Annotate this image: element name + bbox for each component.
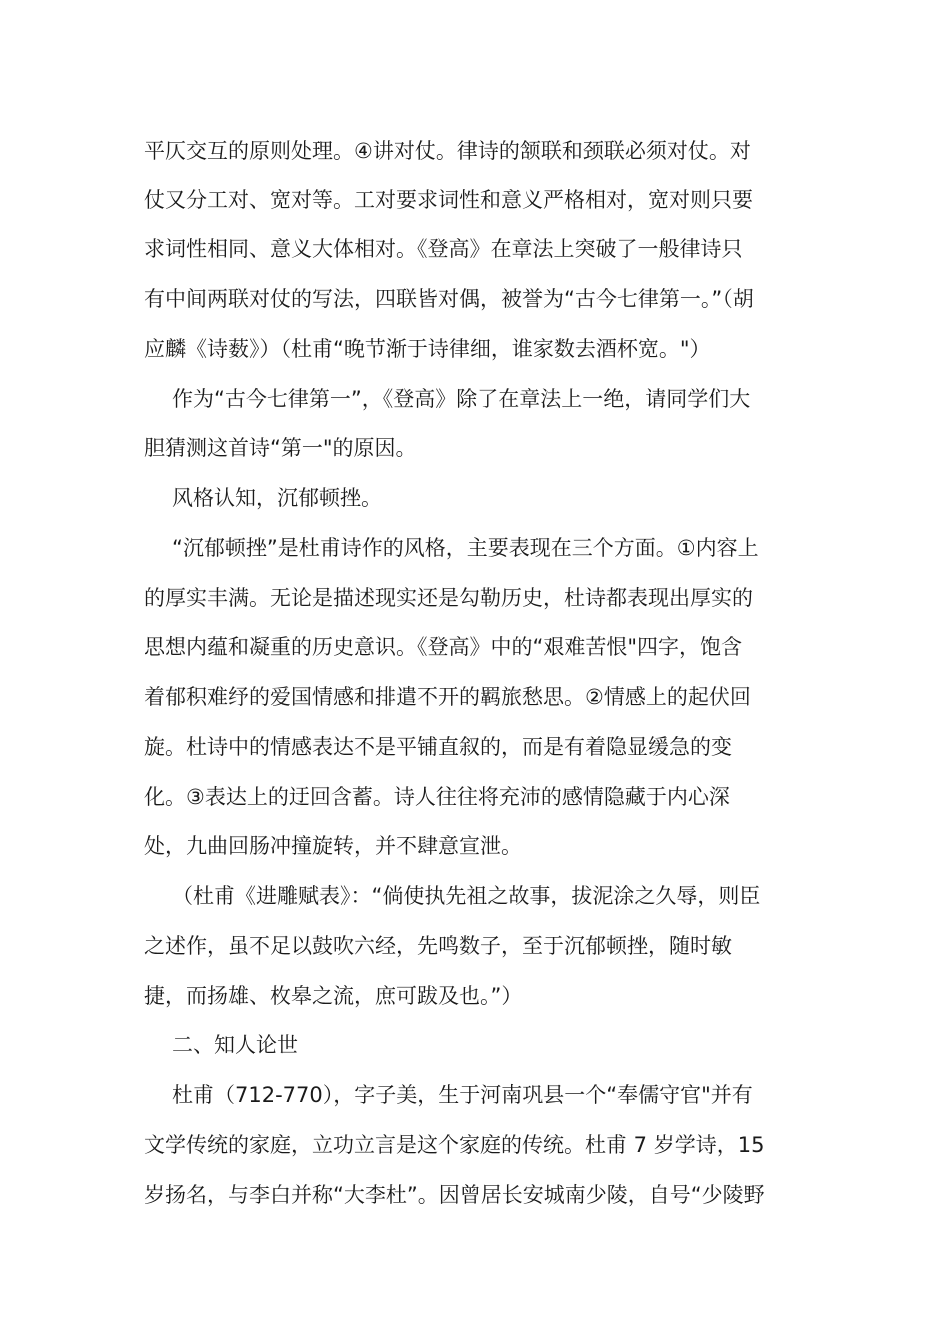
text-line: 文学传统的家庭，立功立言是这个家庭的传统。杜甫 7 岁学诗，15	[144, 1133, 765, 1157]
text-line: 捷，而扬雄、枚皋之流，庶可跋及也。”）	[144, 984, 523, 1008]
text-line: 岁扬名，与李白并称“大李杜”。因曾居长安城南少陵，自号“少陵野	[144, 1183, 765, 1207]
section-heading: 二、知人论世	[172, 1033, 298, 1057]
text-line: 着郁积难纾的爱国情感和排遣不开的羁旅愁思。②情感上的起伏回	[144, 685, 751, 709]
paragraph-first-line: 杜甫（712-770），字子美，生于河南巩县一个“奉儒守官"并有	[172, 1083, 753, 1107]
text-line: 仗又分工对、宽对等。工对要求词性和意义严格相对，宽对则只要	[144, 188, 753, 212]
paragraph-first-line: 作为“古今七律第一”，《登高》除了在章法上一绝，请同学们大	[172, 387, 751, 411]
text-line: 应麟《诗薮》）（杜甫“晚节渐于诗律细，谁家数去酒杯宽。"）	[144, 337, 711, 361]
text-line: 求词性相同、意义大体相对。《登高》在章法上突破了一般律诗只	[144, 237, 743, 261]
text-line: 旋。杜诗中的情感表达不是平铺直叙的，而是有着隐显缓急的变	[144, 735, 732, 759]
text-line: 处，九曲回肠冲撞旋转，并不肆意宣泄。	[144, 834, 522, 858]
text-line: 思想内蕴和凝重的历史意识。《登高》中的“艰难苦恨"四字，饱含	[144, 635, 743, 659]
section-subheading: 风格认知，沉郁顿挫。	[172, 486, 382, 510]
text-line: 化。③表达上的迂回含蓄。诗人往往将充沛的感情隐藏于内心深	[144, 785, 730, 809]
text-line: 平仄交互的原则处理。④讲对仗。律诗的颔联和颈联必须对仗。对	[144, 139, 751, 163]
text-line: 有中间两联对仗的写法，四联皆对偶，被誉为“古今七律第一。”（胡	[144, 287, 754, 311]
text-line: 胆猜测这首诗“第一"的原因。	[144, 436, 417, 460]
text-line: 之述作，虽不足以鼓吹六经，先鸣数子，至于沉郁顿挫，随时敏	[144, 934, 732, 958]
quote-first-line: （杜甫《进雕赋表》：“倘使执先祖之故事，拔泥涂之久辱，则臣	[172, 884, 761, 908]
text-line: 的厚实丰满。无论是描述现实还是勾勒历史，杜诗都表现出厚实的	[144, 586, 753, 610]
paragraph-first-line: “沉郁顿挫”是杜甫诗作的风格，主要表现在三个方面。①内容上	[172, 536, 759, 560]
